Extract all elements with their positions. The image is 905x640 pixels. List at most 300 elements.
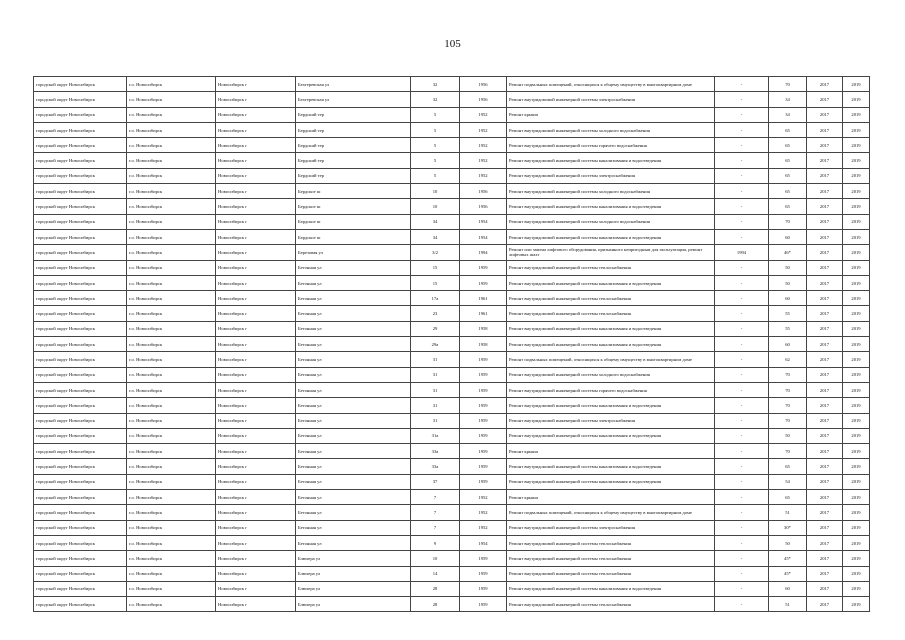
cell-end-year: 2019 (843, 321, 870, 336)
table-row (34, 535, 870, 550)
cell-end-year: 2019 (843, 184, 870, 199)
cell-district: г.о. Новосибирск (127, 214, 216, 229)
cell-percentage: 54 (769, 474, 807, 489)
cell-district: г.о. Новосибирск (127, 352, 216, 367)
cell-work-type: Ремонт внутридомовой инженерной системы канализования и водоотведения (507, 337, 715, 352)
cell-house-number: 5 (411, 107, 460, 122)
cell-municipality: городской округ Новосибирск (34, 597, 127, 612)
cell-end-year: 2019 (843, 107, 870, 122)
cell-extra-year: - (715, 551, 769, 566)
table-row (34, 153, 870, 168)
cell-city: Новосибирск г (216, 92, 296, 107)
capital-repair-table (33, 76, 870, 612)
cell-house-number: 32 (411, 77, 460, 92)
cell-municipality: городской округ Новосибирск (34, 505, 127, 520)
cell-municipality: городской округ Новосибирск (34, 184, 127, 199)
cell-percentage: 34 (769, 92, 807, 107)
cell-extra-year: - (715, 321, 769, 336)
cell-work-type: Ремонт внутридомовой инженерной системы канализования и водоотведения (507, 428, 715, 443)
cell-start-year: 2017 (807, 413, 843, 428)
cell-build-year: 1958 (460, 321, 507, 336)
cell-end-year: 2019 (843, 444, 870, 459)
cell-end-year: 2019 (843, 551, 870, 566)
cell-extra-year: - (715, 367, 769, 382)
cell-district: г.о. Новосибирск (127, 535, 216, 550)
cell-house-number: 31 (411, 382, 460, 397)
cell-start-year: 2017 (807, 581, 843, 596)
cell-start-year: 2017 (807, 153, 843, 168)
cell-house-number: 28 (411, 581, 460, 596)
cell-percentage: 45* (769, 551, 807, 566)
cell-start-year: 2017 (807, 122, 843, 137)
cell-start-year: 2017 (807, 229, 843, 244)
cell-district: г.о. Новосибирск (127, 77, 216, 92)
cell-extra-year: - (715, 122, 769, 137)
cell-end-year: 2019 (843, 413, 870, 428)
cell-build-year: 1959 (460, 382, 507, 397)
cell-district: г.о. Новосибирск (127, 260, 216, 275)
cell-city: Новосибирск г (216, 566, 296, 581)
cell-percentage: 70 (769, 382, 807, 397)
cell-build-year: 1961 (460, 306, 507, 321)
cell-build-year: 1959 (460, 581, 507, 596)
cell-percentage: 34 (769, 107, 807, 122)
cell-percentage: 70 (769, 367, 807, 382)
cell-district: г.о. Новосибирск (127, 184, 216, 199)
cell-street: Бердское ш (296, 199, 411, 214)
cell-city: Новосибирск г (216, 520, 296, 535)
cell-city: Новосибирск г (216, 474, 296, 489)
cell-work-type: Ремонт внутридомовой инженерной системы теплоснабжения (507, 551, 715, 566)
cell-percentage: 65 (769, 184, 807, 199)
cell-percentage: 65 (769, 490, 807, 505)
cell-house-number: 29 (411, 321, 460, 336)
table-row (34, 352, 870, 367)
cell-extra-year: - (715, 199, 769, 214)
cell-extra-year: - (715, 490, 769, 505)
cell-work-type: Ремонт внутридомовой инженерной системы холодного водоснабжения (507, 184, 715, 199)
cell-start-year: 2017 (807, 428, 843, 443)
cell-build-year: 1959 (460, 551, 507, 566)
table-row (34, 428, 870, 443)
cell-extra-year: - (715, 260, 769, 275)
cell-municipality: городской округ Новосибирск (34, 398, 127, 413)
cell-district: г.о. Новосибирск (127, 505, 216, 520)
cell-extra-year: - (715, 520, 769, 535)
cell-start-year: 2017 (807, 566, 843, 581)
cell-house-number: 15 (411, 275, 460, 290)
cell-house-number: 5 (411, 122, 460, 137)
cell-build-year: 1954 (460, 229, 507, 244)
cell-district: г.о. Новосибирск (127, 153, 216, 168)
cell-end-year: 2019 (843, 260, 870, 275)
cell-city: Новосибирск г (216, 275, 296, 290)
cell-house-number: 31 (411, 367, 460, 382)
cell-end-year: 2019 (843, 490, 870, 505)
cell-build-year: 1959 (460, 413, 507, 428)
table-row (34, 474, 870, 489)
cell-end-year: 2019 (843, 367, 870, 382)
cell-municipality: городской округ Новосибирск (34, 77, 127, 92)
table-row (34, 505, 870, 520)
cell-street: Бехтеревская ул (296, 92, 411, 107)
cell-start-year: 2017 (807, 597, 843, 612)
cell-city: Новосибирск г (216, 382, 296, 397)
cell-extra-year: - (715, 398, 769, 413)
cell-extra-year: - (715, 413, 769, 428)
cell-build-year: 1959 (460, 428, 507, 443)
cell-extra-year: - (715, 138, 769, 153)
cell-street: Бетонная ул (296, 490, 411, 505)
table-row (34, 275, 870, 290)
cell-street: Бердское ш (296, 184, 411, 199)
cell-end-year: 2019 (843, 566, 870, 581)
cell-municipality: городской округ Новосибирск (34, 551, 127, 566)
cell-city: Новосибирск г (216, 490, 296, 505)
cell-street: Блюхера ул (296, 566, 411, 581)
cell-district: г.о. Новосибирск (127, 306, 216, 321)
cell-percentage: 60 (769, 229, 807, 244)
cell-street: Бердское ш (296, 229, 411, 244)
cell-district: г.о. Новосибирск (127, 459, 216, 474)
cell-extra-year: - (715, 444, 769, 459)
cell-work-type: Ремонт внутридомовой инженерной системы электроснабжения (507, 168, 715, 183)
cell-street: Бетонная ул (296, 382, 411, 397)
cell-work-type: Ремонт внутридомовой инженерной системы канализования и водоотведения (507, 459, 715, 474)
cell-district: г.о. Новосибирск (127, 490, 216, 505)
cell-city: Новосибирск г (216, 199, 296, 214)
cell-percentage: 50 (769, 260, 807, 275)
cell-city: Новосибирск г (216, 77, 296, 92)
cell-percentage: 50 (769, 535, 807, 550)
cell-end-year: 2019 (843, 214, 870, 229)
cell-municipality: городской округ Новосибирск (34, 229, 127, 244)
table-row (34, 184, 870, 199)
cell-street: Бердский тер (296, 168, 411, 183)
cell-end-year: 2019 (843, 352, 870, 367)
cell-extra-year: - (715, 153, 769, 168)
cell-municipality: городской округ Новосибирск (34, 107, 127, 122)
cell-percentage: 65 (769, 199, 807, 214)
cell-district: г.о. Новосибирск (127, 382, 216, 397)
cell-street: Бетонная ул (296, 459, 411, 474)
cell-work-type: Ремонт внутридомовой инженерной системы электроснабжения (507, 92, 715, 107)
table-row (34, 367, 870, 382)
cell-start-year: 2017 (807, 184, 843, 199)
cell-district: г.о. Новосибирск (127, 597, 216, 612)
cell-extra-year: - (715, 597, 769, 612)
table-row (34, 92, 870, 107)
table-row (34, 291, 870, 306)
cell-end-year: 2019 (843, 535, 870, 550)
table-row (34, 459, 870, 474)
cell-street: Бетонная ул (296, 535, 411, 550)
cell-work-type: Ремонт внутридомовой инженерной системы канализования и водоотведения (507, 153, 715, 168)
cell-street: Бердский тер (296, 138, 411, 153)
cell-street: Бердское ш (296, 214, 411, 229)
cell-extra-year: - (715, 77, 769, 92)
cell-house-number: 31 (411, 352, 460, 367)
cell-house-number: 31 (411, 398, 460, 413)
cell-end-year: 2019 (843, 597, 870, 612)
cell-build-year: 1952 (460, 122, 507, 137)
cell-extra-year: - (715, 428, 769, 443)
cell-city: Новосибирск г (216, 398, 296, 413)
cell-city: Новосибирск г (216, 352, 296, 367)
cell-build-year: 1959 (460, 260, 507, 275)
cell-district: г.о. Новосибирск (127, 337, 216, 352)
cell-municipality: городской округ Новосибирск (34, 138, 127, 153)
table-row (34, 520, 870, 535)
cell-start-year: 2017 (807, 459, 843, 474)
cell-start-year: 2017 (807, 291, 843, 306)
cell-percentage: 50 (769, 275, 807, 290)
cell-start-year: 2017 (807, 107, 843, 122)
cell-municipality: городской округ Новосибирск (34, 168, 127, 183)
table-row (34, 382, 870, 397)
cell-start-year: 2017 (807, 520, 843, 535)
cell-work-type: Ремонт внутридомовой инженерной системы электроснабжения (507, 520, 715, 535)
cell-build-year: 1952 (460, 107, 507, 122)
cell-district: г.о. Новосибирск (127, 581, 216, 596)
cell-extra-year: - (715, 535, 769, 550)
cell-build-year: 1959 (460, 597, 507, 612)
cell-city: Новосибирск г (216, 413, 296, 428)
cell-district: г.о. Новосибирск (127, 107, 216, 122)
table-row (34, 566, 870, 581)
cell-municipality: городской округ Новосибирск (34, 444, 127, 459)
cell-start-year: 2017 (807, 367, 843, 382)
cell-city: Новосибирск г (216, 138, 296, 153)
cell-build-year: 1956 (460, 77, 507, 92)
cell-street: Бетонная ул (296, 428, 411, 443)
cell-start-year: 2017 (807, 214, 843, 229)
cell-city: Новосибирск г (216, 337, 296, 352)
cell-house-number: 7 (411, 520, 460, 535)
cell-municipality: городской округ Новосибирск (34, 535, 127, 550)
cell-work-type: Ремонт внутридомовой инженерной системы канализования и водоотведения (507, 474, 715, 489)
cell-house-number: 31 (411, 413, 460, 428)
cell-house-number: 10 (411, 199, 460, 214)
cell-start-year: 2017 (807, 505, 843, 520)
cell-street: Бетонная ул (296, 520, 411, 535)
cell-build-year: 1959 (460, 398, 507, 413)
cell-work-type: Ремонт подвальных помещений, относящихся к общему имуществу в многоквартирном доме (507, 352, 715, 367)
cell-work-type: Ремонт внутридомовой инженерной системы канализования и водоотведения (507, 321, 715, 336)
cell-city: Новосибирск г (216, 245, 296, 260)
cell-house-number: 28 (411, 597, 460, 612)
cell-street: Бетонная ул (296, 444, 411, 459)
cell-work-type: Ремонт внутридомовой инженерной системы теплоснабжения (507, 260, 715, 275)
cell-house-number: 34 (411, 214, 460, 229)
cell-build-year: 1952 (460, 168, 507, 183)
cell-city: Новосибирск г (216, 321, 296, 336)
cell-house-number: 10 (411, 551, 460, 566)
cell-build-year: 1958 (460, 337, 507, 352)
cell-house-number: 7 (411, 505, 460, 520)
cell-percentage: 51 (769, 505, 807, 520)
cell-house-number: 37 (411, 474, 460, 489)
table-row (34, 306, 870, 321)
cell-end-year: 2019 (843, 505, 870, 520)
cell-district: г.о. Новосибирск (127, 92, 216, 107)
cell-start-year: 2017 (807, 444, 843, 459)
table-row (34, 551, 870, 566)
cell-percentage: 70 (769, 77, 807, 92)
cell-street: Бетонная ул (296, 398, 411, 413)
table-row (34, 77, 870, 92)
cell-start-year: 2017 (807, 398, 843, 413)
cell-start-year: 2017 (807, 352, 843, 367)
cell-start-year: 2017 (807, 138, 843, 153)
cell-district: г.о. Новосибирск (127, 229, 216, 244)
cell-work-type: Ремонт подвальных помещений, относящихся к общему имуществу в многоквартирном доме (507, 77, 715, 92)
table-row (34, 122, 870, 137)
cell-start-year: 2017 (807, 92, 843, 107)
cell-end-year: 2019 (843, 122, 870, 137)
cell-house-number: 5 (411, 168, 460, 183)
cell-city: Новосибирск г (216, 214, 296, 229)
cell-build-year: 1956 (460, 92, 507, 107)
cell-work-type: Ремонт внутридомовой инженерной системы канализования и водоотведения (507, 275, 715, 290)
table-row (34, 581, 870, 596)
cell-district: г.о. Новосибирск (127, 138, 216, 153)
cell-municipality: городской округ Новосибирск (34, 260, 127, 275)
cell-city: Новосибирск г (216, 551, 296, 566)
cell-city: Новосибирск г (216, 168, 296, 183)
cell-municipality: городской округ Новосибирск (34, 337, 127, 352)
cell-build-year: 1959 (460, 352, 507, 367)
cell-extra-year: - (715, 107, 769, 122)
cell-work-type: Ремонт внутридомовой инженерной системы теплоснабжения (507, 306, 715, 321)
cell-street: Бетонная ул (296, 337, 411, 352)
cell-street: Бетонная ул (296, 306, 411, 321)
cell-district: г.о. Новосибирск (127, 367, 216, 382)
cell-district: г.о. Новосибирск (127, 168, 216, 183)
cell-build-year: 1952 (460, 490, 507, 505)
cell-extra-year: - (715, 168, 769, 183)
cell-extra-year: - (715, 459, 769, 474)
cell-percentage: 60 (769, 291, 807, 306)
cell-extra-year: - (715, 474, 769, 489)
cell-percentage: 70 (769, 413, 807, 428)
cell-street: Блюхера ул (296, 581, 411, 596)
cell-house-number: 9 (411, 535, 460, 550)
cell-percentage: 65 (769, 153, 807, 168)
cell-district: г.о. Новосибирск (127, 398, 216, 413)
cell-municipality: городской округ Новосибирск (34, 352, 127, 367)
cell-end-year: 2019 (843, 428, 870, 443)
cell-extra-year: - (715, 275, 769, 290)
cell-end-year: 2019 (843, 520, 870, 535)
cell-district: г.о. Новосибирск (127, 428, 216, 443)
cell-start-year: 2017 (807, 245, 843, 260)
cell-municipality: городской округ Новосибирск (34, 153, 127, 168)
cell-percentage: 60 (769, 581, 807, 596)
table-row (34, 597, 870, 612)
cell-house-number: 32 (411, 92, 460, 107)
cell-house-number: 33а (411, 459, 460, 474)
cell-build-year: 1954 (460, 535, 507, 550)
cell-municipality: городской округ Новосибирск (34, 367, 127, 382)
cell-work-type: Ремонт крыши (507, 444, 715, 459)
cell-work-type: Ремонт крыши (507, 490, 715, 505)
cell-house-number: 33а (411, 444, 460, 459)
cell-street: Бердский тер (296, 107, 411, 122)
cell-house-number: 29а (411, 337, 460, 352)
cell-city: Новосибирск г (216, 122, 296, 137)
cell-city: Новосибирск г (216, 597, 296, 612)
cell-street: Бетонная ул (296, 291, 411, 306)
cell-house-number: 23 (411, 306, 460, 321)
cell-end-year: 2019 (843, 92, 870, 107)
cell-build-year: 1959 (460, 444, 507, 459)
cell-extra-year: - (715, 229, 769, 244)
cell-city: Новосибирск г (216, 306, 296, 321)
cell-work-type: Ремонт внутридомовой инженерной системы холодного водоснабжения (507, 122, 715, 137)
cell-extra-year: - (715, 352, 769, 367)
cell-percentage: 65 (769, 168, 807, 183)
cell-build-year: 1956 (460, 199, 507, 214)
cell-start-year: 2017 (807, 535, 843, 550)
cell-house-number: 10 (411, 184, 460, 199)
cell-municipality: городской округ Новосибирск (34, 291, 127, 306)
table-row (34, 337, 870, 352)
cell-municipality: городской округ Новосибирск (34, 413, 127, 428)
table-row (34, 321, 870, 336)
cell-end-year: 2019 (843, 275, 870, 290)
cell-work-type: Ремонт внутридомовой инженерной системы холодного водоснабжения (507, 367, 715, 382)
cell-build-year: 1994 (460, 245, 507, 260)
cell-municipality: городской округ Новосибирск (34, 520, 127, 535)
table-row (34, 245, 870, 260)
table-row (34, 168, 870, 183)
cell-end-year: 2019 (843, 398, 870, 413)
cell-district: г.о. Новосибирск (127, 551, 216, 566)
cell-percentage: 46* (769, 245, 807, 260)
cell-end-year: 2019 (843, 77, 870, 92)
cell-district: г.о. Новосибирск (127, 321, 216, 336)
table-row (34, 229, 870, 244)
cell-percentage: 45* (769, 566, 807, 581)
cell-district: г.о. Новосибирск (127, 474, 216, 489)
cell-street: Блюхера ул (296, 597, 411, 612)
cell-work-type: Ремонт внутридомовой инженерной системы теплоснабжения (507, 535, 715, 550)
cell-start-year: 2017 (807, 551, 843, 566)
cell-end-year: 2019 (843, 459, 870, 474)
cell-percentage: 50 (769, 428, 807, 443)
cell-district: г.о. Новосибирск (127, 199, 216, 214)
cell-percentage: 70 (769, 398, 807, 413)
cell-extra-year: - (715, 306, 769, 321)
cell-house-number: 17а (411, 291, 460, 306)
cell-extra-year: 1994 (715, 245, 769, 260)
page-number: 105 (444, 38, 461, 50)
cell-work-type: Ремонт внутридомовой инженерной системы теплоснабжения (507, 566, 715, 581)
cell-work-type: Ремонт внутридомовой инженерной системы теплоснабжения (507, 597, 715, 612)
cell-build-year: 1959 (460, 566, 507, 581)
cell-municipality: городской округ Новосибирск (34, 245, 127, 260)
cell-extra-year: - (715, 184, 769, 199)
cell-district: г.о. Новосибирск (127, 566, 216, 581)
cell-build-year: 1959 (460, 275, 507, 290)
cell-start-year: 2017 (807, 382, 843, 397)
cell-city: Новосибирск г (216, 505, 296, 520)
cell-municipality: городской округ Новосибирск (34, 306, 127, 321)
cell-start-year: 2017 (807, 337, 843, 352)
cell-street: Бетонная ул (296, 413, 411, 428)
cell-build-year: 1954 (460, 214, 507, 229)
